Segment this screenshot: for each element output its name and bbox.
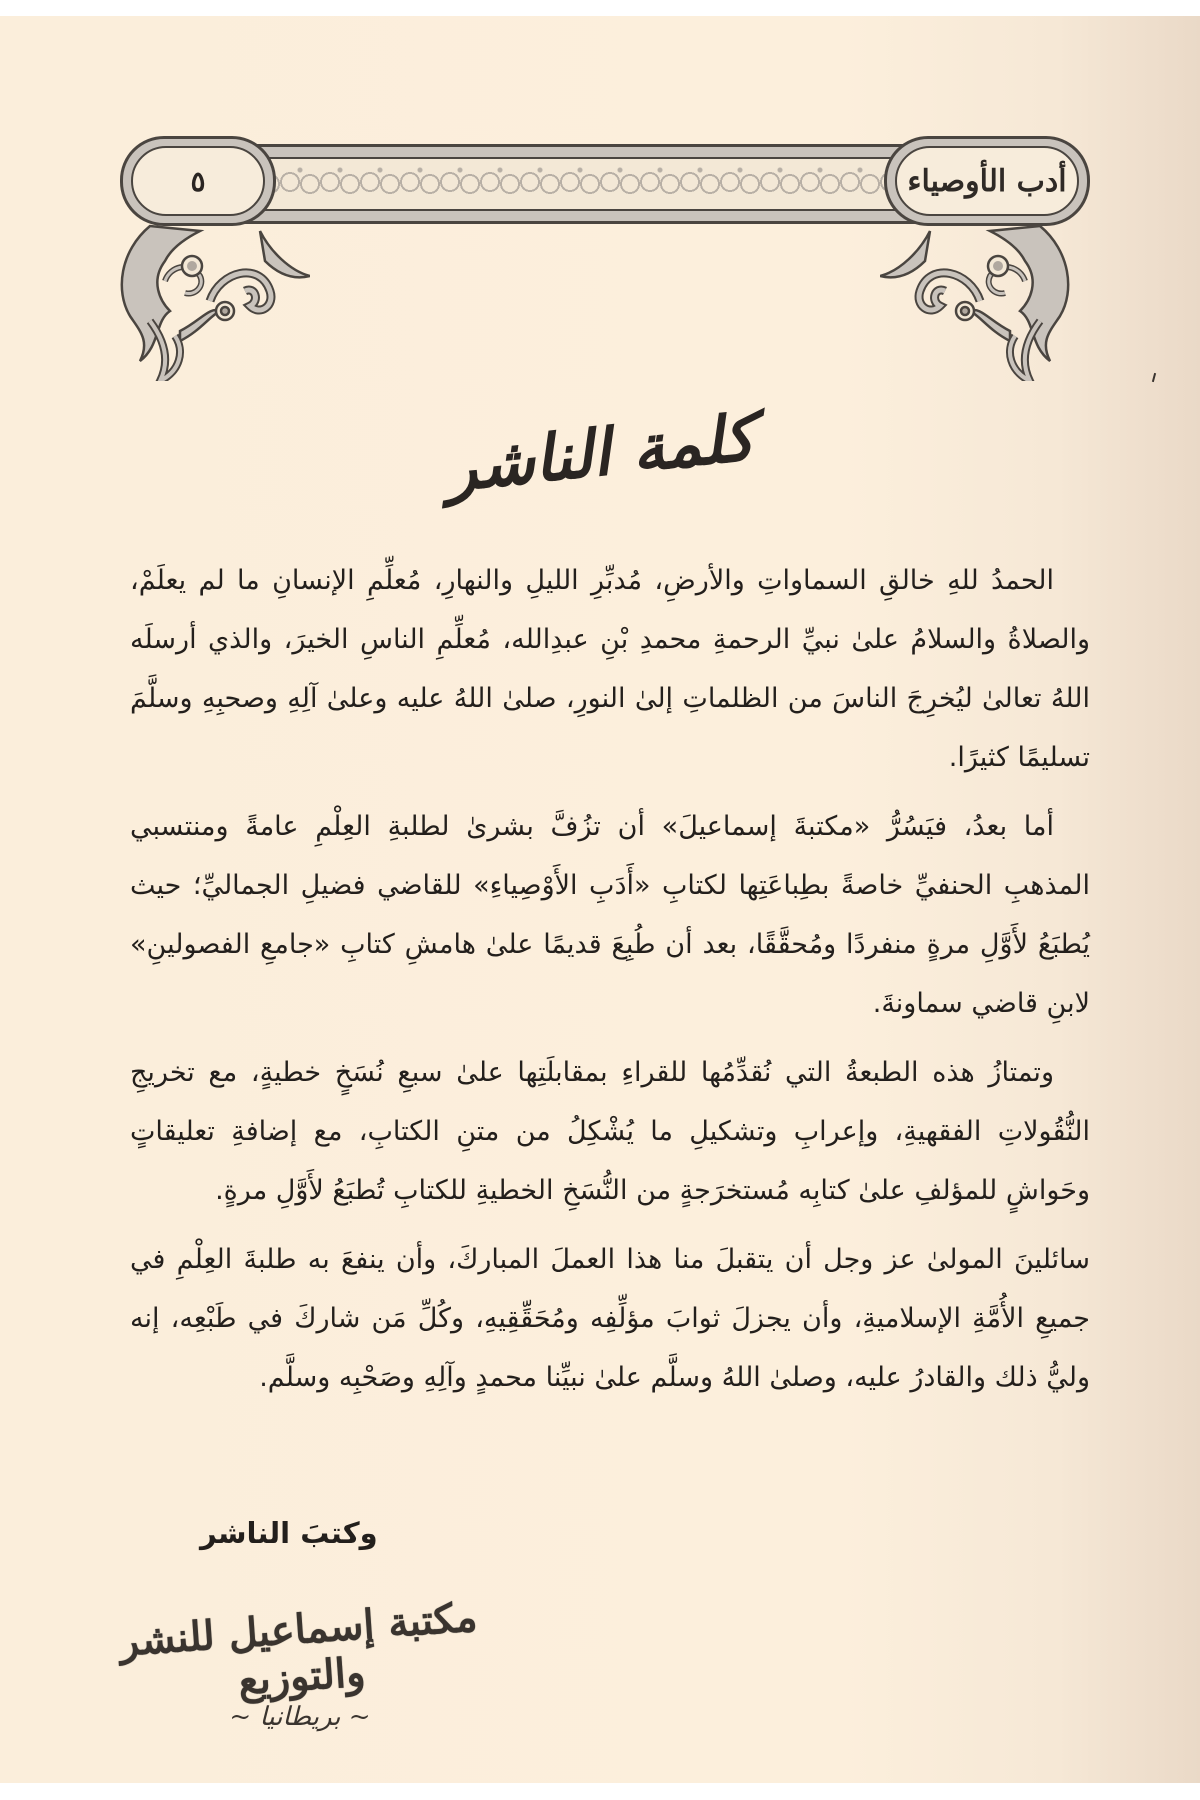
page-number: ٥ [190,164,206,198]
paragraph-closing-prayer: سائلينَ المولىٰ عز وجل أن يتقبلَ منا هذا العملَ المباركَ، وأن ينفعَ به طلبةَ العِلْمِ في جميعِ الأُمَّةِ الإسلاميةِ، وأن يجزلَ ثوابَ مؤلِّفِه ومُحَقِّقِيهِ، وكُلِّ مَن شاركَ في طَبْعِه، إنه وليُّ ذلك والقادرُ عليه، وصلىٰ اللهُ وسلَّم علىٰ نبيِّنا محمدٍ وآلِهِ وصَحْبِه وسلَّم. [130,1244,1090,1393]
book-page [0,16,1200,1783]
paragraph-opening: الحمدُ للهِ خالقِ السماواتِ والأرضِ، مُدبِّرِ الليلِ والنهارِ، مُعلِّمِ الإنسانِ ما لم يعلَمْ، والصلاةُ والسلامُ علىٰ نبيِّ الرحمةِ محمدِ بْنِ عبدِالله، مُعلِّمِ الناسِ الخيرَ، والذي أرسلَه اللهُ تعالىٰ ليُخرِجَ الناسَ من الظلماتِ إلىٰ النورِ، صلىٰ اللهُ عليه وعلىٰ آلِهِ وصحبِهِ وسلَّمَ تسليمًا كثيرًا. [130,565,1090,773]
body-text [130,551,1090,1407]
corner-ornament-left-icon [110,221,310,381]
page-number-cartouche [120,136,276,226]
publisher-logo [117,1593,480,1732]
signature: وكتبَ الناشر [200,1516,378,1550]
section-title: كلمة الناشر [441,399,759,508]
running-title-cartouche [884,136,1090,226]
publisher-country: ~ بريطانيا ~ [229,1702,371,1732]
page-header-frame [120,136,1090,226]
publisher-name: مكتبة إسماعيل للنشر والتوزيع [117,1593,479,1705]
corner-ornament-right-icon [880,221,1080,381]
paragraph-edition-features: وتمتازُ هذه الطبعةُ التي نُقدِّمُها للقراءِ بمقابلَتِها علىٰ سبعِ نُسَخٍ خطيةٍ، مع تخريجِ النُّقُولاتِ الفقهيةِ، وإعرابِ وتشكيلِ ما يُشْكِلُ من متنِ الكتابِ، مع إضافةِ تعليقاتٍ وحَواشٍ للمؤلفِ علىٰ كتابِه مُستخرَجةٍ من النُّسَخِ الخطيةِ للكتابِ تُطبَعُ لأَوَّلِ مرةٍ. [130,1057,1090,1206]
running-title: أدب الأوصياء [907,163,1067,199]
paragraph-announcement: أما بعدُ، فيَسُرُّ «مكتبةَ إسماعيلَ» أن تزُفَّ بشرىٰ لطلبةِ العِلْمِ عامةً ومنتسبي المذهبِ الحنفيِّ خاصةً بطِباعَتِها لكتابِ «أَدَبِ الأَوْصِياءِ» للقاضي فضيلِ الجماليِّ؛ حيث يُطبَعُ لأَوَّلِ مرةٍ منفردًا ومُحقَّقًا، بعد أن طُبِعَ قديمًا علىٰ هامشِ كتابِ «جامعِ الفصولينِ» لابنِ قاضي سماونةَ. [130,811,1090,1019]
